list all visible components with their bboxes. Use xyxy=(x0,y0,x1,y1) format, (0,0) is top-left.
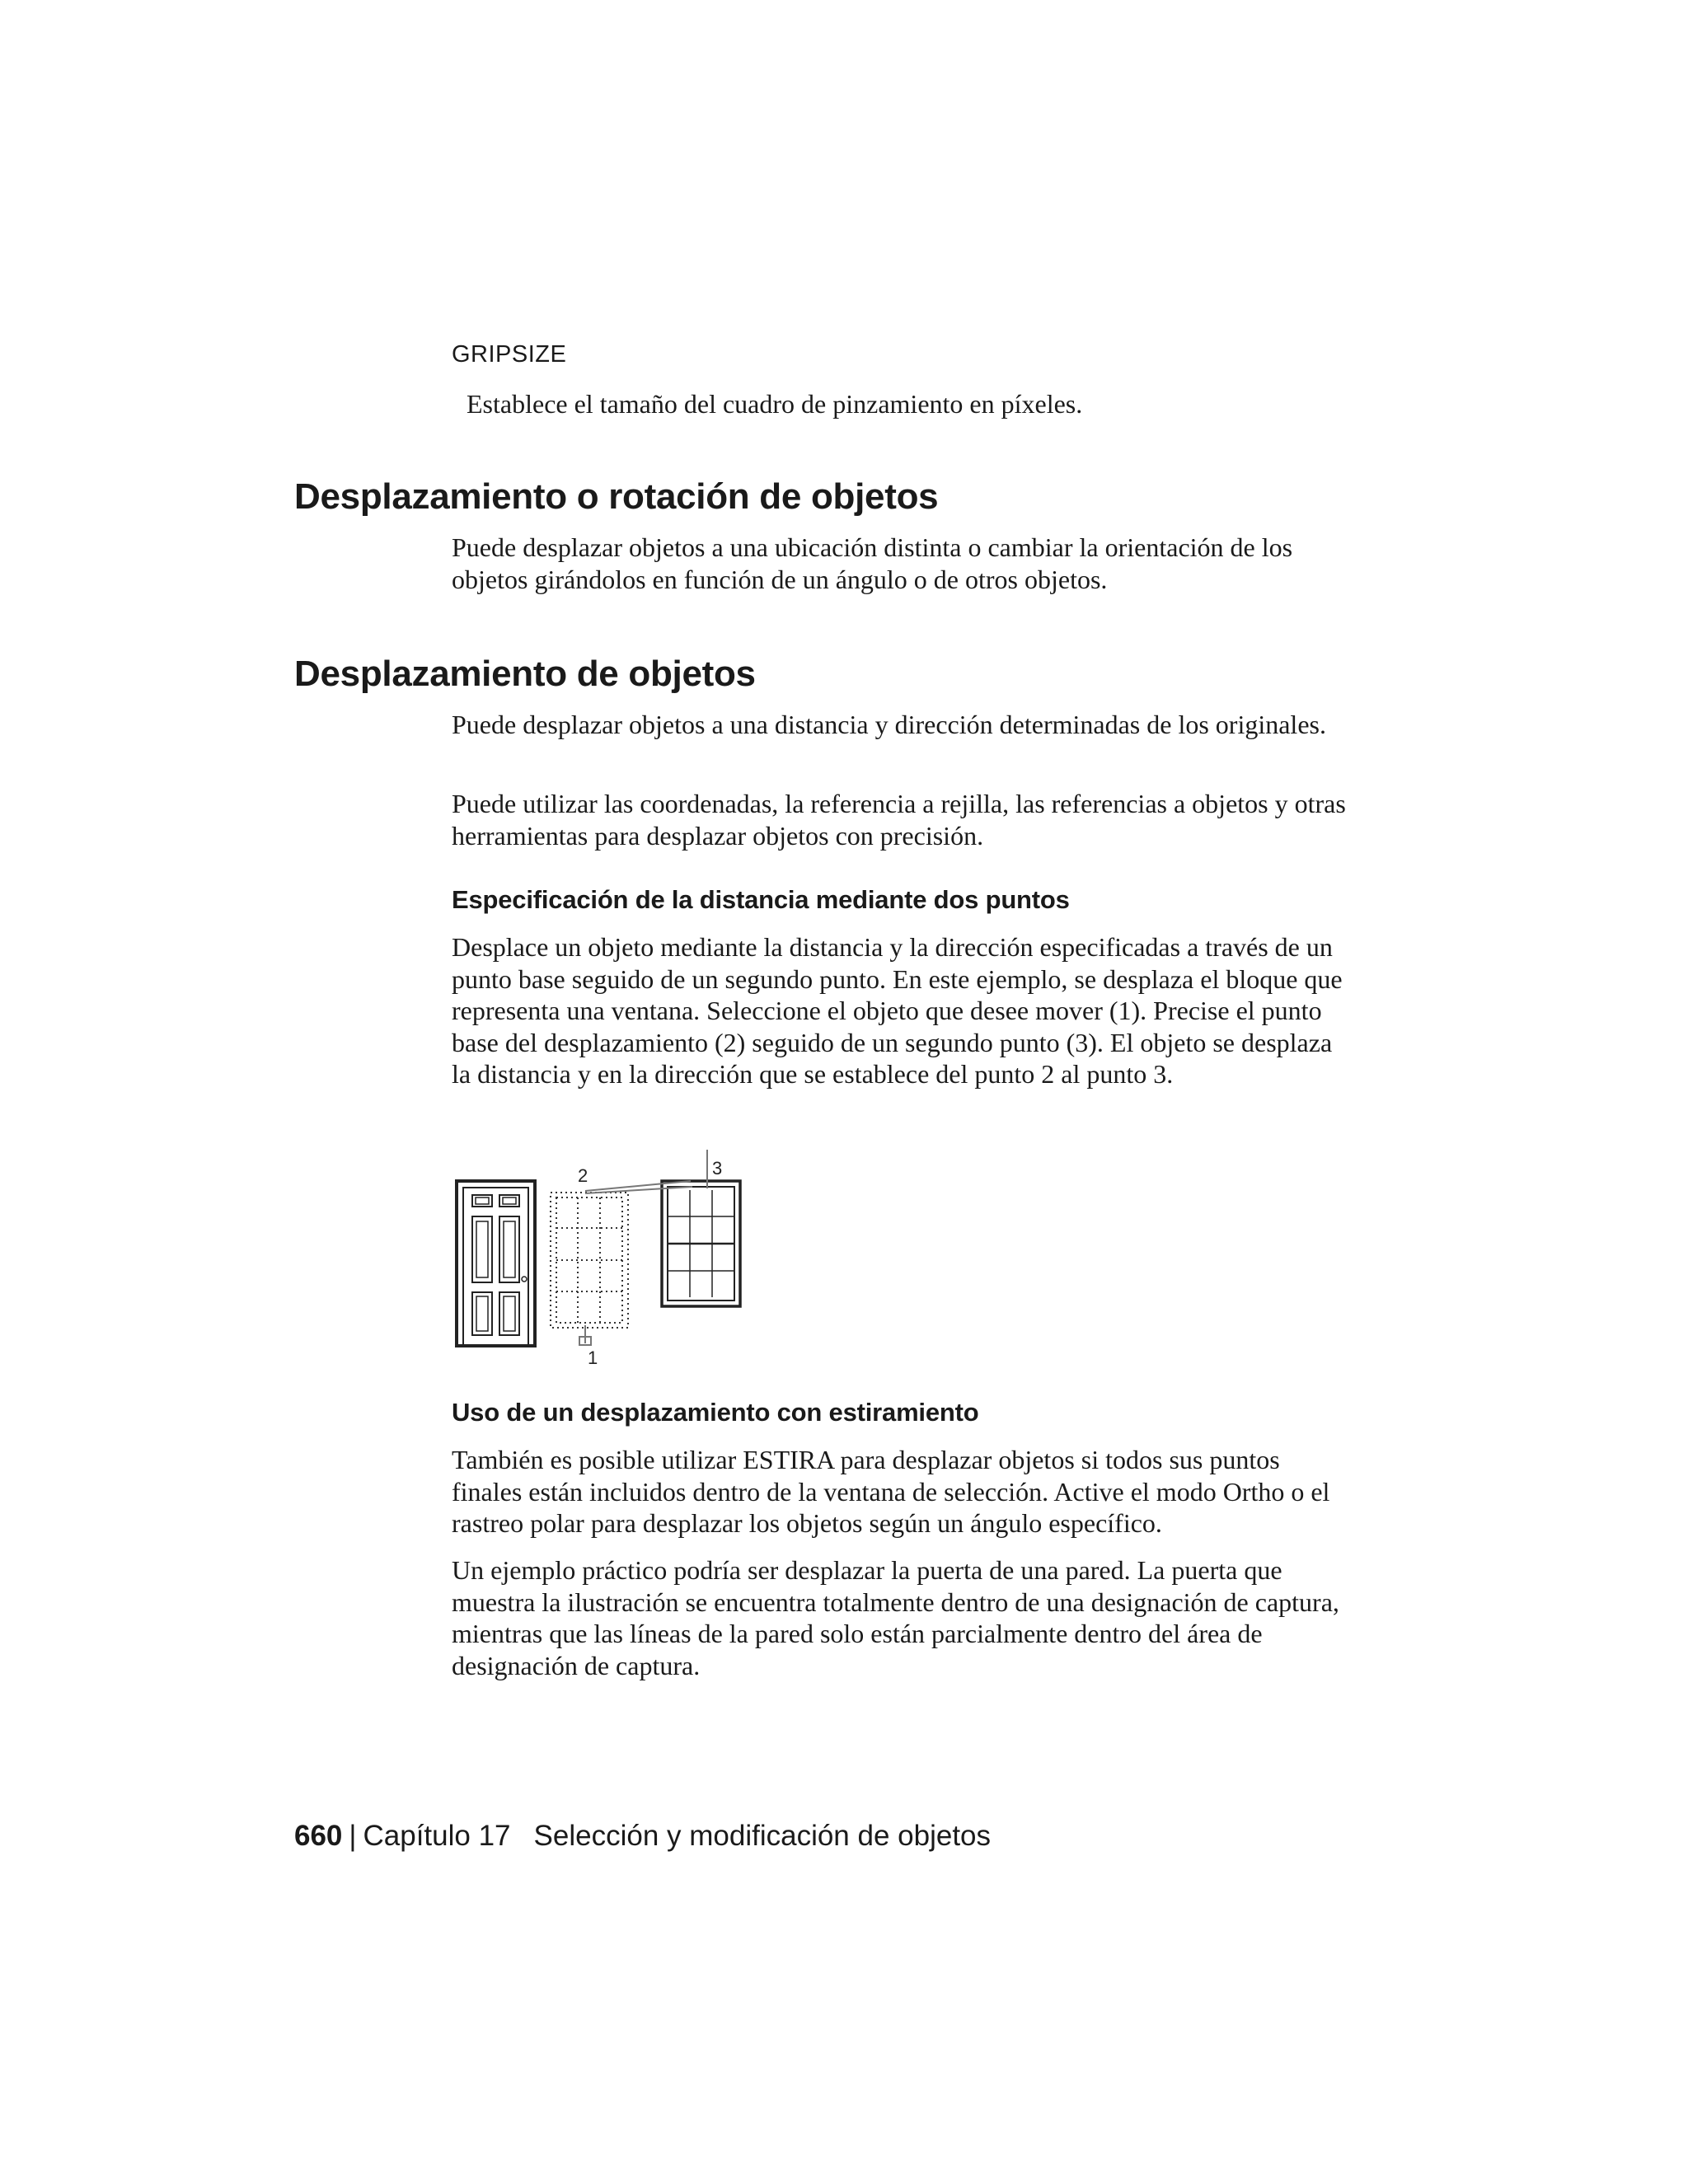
paragraph: Desplace un objeto mediante la distancia y la dirección especificadas a través de un punto base seguido de un segundo punto. En este ejemplo, se desplaza el bloque que representa una ventana. Seleccione el objeto que desee mover (1). Precise el punto base del desplazamiento (2) seguido de un segundo punto (3). El objeto se desplaza la distancia y en la dirección que se establece del punto 2 al punto 3. xyxy=(452,932,1343,1089)
paragraph: Puede desplazar objetos a una distancia y dirección determinadas de los originales. xyxy=(452,710,1326,739)
selected-window-block xyxy=(551,1193,628,1328)
paragraph: Un ejemplo práctico podría ser desplazar la puerta de una pared. La puerta que muestra la ilustración se encuentra totalmente dentro de una designación de captura, mientras que las líneas de la pared solo están parcialmente dentro del área de designación de captura. xyxy=(452,1555,1339,1680)
moved-window-block xyxy=(662,1181,740,1306)
term-name: GRIPSIZE xyxy=(452,341,567,368)
point-label-1: 1 xyxy=(588,1347,598,1368)
move-window-figure xyxy=(452,1146,765,1368)
page-footer xyxy=(294,1820,991,1853)
footer-separator: | xyxy=(349,1820,357,1852)
section-heading-move-rotate: Desplazamiento o rotación de objetos xyxy=(294,476,939,517)
point-label-2: 2 xyxy=(578,1165,588,1186)
footer-chapter: Capítulo 17 xyxy=(363,1820,511,1852)
point-label-3: 3 xyxy=(712,1158,723,1179)
subsection-heading-two-points: Especificación de la distancia mediante dos puntos xyxy=(452,885,1070,914)
paragraph: También es posible utilizar ESTIRA para desplazar objetos si todos sus puntos finales están incluidos dentro de la ventana de selección. Active el modo Ortho o el rastreo polar para desplazar los objetos según un ángulo específico. xyxy=(452,1445,1330,1538)
footer-chapter-title: Selección y modificación de objetos xyxy=(533,1820,992,1852)
paragraph: Puede desplazar objetos a una ubicación distinta o cambiar la orientación de los objetos girándolos en función de un ángulo o de otros objetos. xyxy=(452,532,1293,594)
leader-lines xyxy=(579,1150,707,1345)
term-definition: Establece el tamaño del cuadro de pinzamiento en píxeles. xyxy=(467,389,1083,419)
page-number: 660 xyxy=(294,1820,343,1852)
section-heading-move: Desplazamiento de objetos xyxy=(294,654,756,694)
paragraph: Puede utilizar las coordenadas, la referencia a rejilla, las referencias a objetos y otras herramientas para desplazar objetos con precisión. xyxy=(452,789,1346,851)
door-drawing xyxy=(457,1181,535,1346)
subsection-heading-stretch: Uso de un desplazamiento con estiramiento xyxy=(452,1398,979,1427)
